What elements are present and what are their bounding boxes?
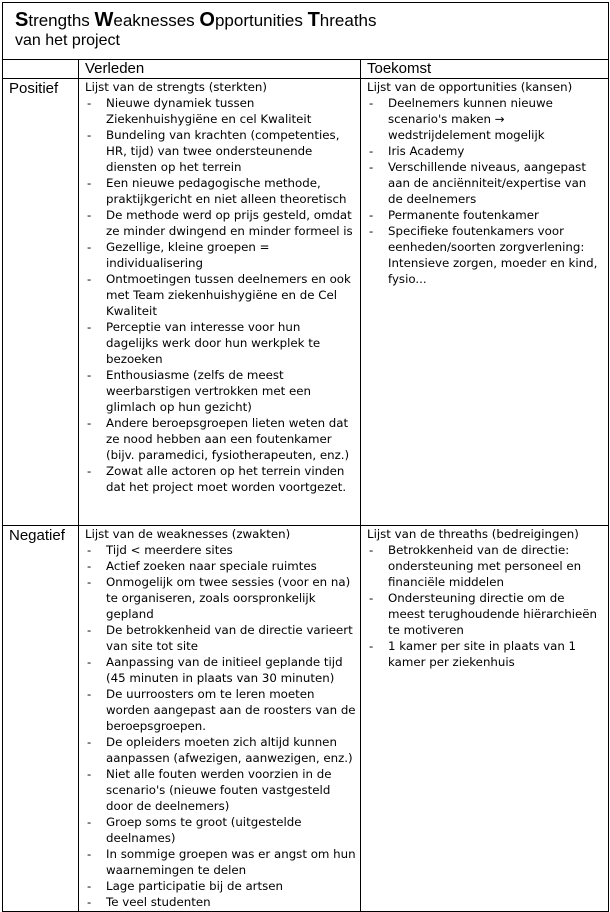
opportunities-cell [361,79,609,526]
title-word-threaths: hreaths [319,11,377,30]
strengths-cell [79,79,361,526]
column-header-row [3,60,609,79]
row-label-positive: Positief [3,79,79,526]
list-item: - Groep soms te groot (uitgestelde deelnames) [85,814,356,846]
list-item: - 1 kamer per site in plaats van 1 kamer per ziekenhuis [367,638,604,670]
list-item: - De opleiders moeten zich altijd kunnen aanpassen (afwezigen, aanwezigen, enz.) [85,734,356,766]
document-title [15,9,608,32]
title-row [3,3,609,60]
list-item: - Een nieuwe pedagogische methode, praktijkgericht en niet alleen theoretisch [85,175,356,207]
threats-list [367,542,604,670]
list-item: - Perceptie van interesse voor hun dagelijks werk door hun werkplek te bezoeken [85,319,356,367]
list-item: - Bundeling van krachten (competenties, HR, tijd) van twee ondersteunende diensten op het terrein [85,127,356,175]
list-item: - Verschillende niveaus, aangepast aan de anciënniteit/expertise van de deelnemers [367,159,604,207]
title-initial-w: W [94,9,114,31]
title-cell [3,3,609,60]
list-item: - Aanpassing van de initieel geplande tijd (45 minuten in plaats van 30 minuten) [85,654,356,686]
list-item: - Gezellige, kleine groepen = individualisering [85,239,356,271]
title-initial-s: S [15,9,29,31]
swot-table [2,2,609,912]
list-item: - Andere beroepsgroepen lieten weten dat ze nood hebben aan een foutenkamer (bijv. paramedici, fysiotherapeuten, enz.) [85,415,356,463]
title-initial-t: T [307,9,320,31]
corner-cell [3,60,79,79]
list-item: - Betrokkenheid van de directie: ondersteuning met personeel en financiële middelen [367,542,604,590]
strengths-heading: Lijst van de strengts (sterkten) [85,80,267,94]
list-item: - Zowat alle actoren op het terrein vinden dat het project moet worden voortgezet. [85,463,356,495]
list-item: - Ontmoetingen tussen deelnemers en ook met Team ziekenhuishygiëne en de Cel Kwaliteit [85,271,356,319]
list-item: - Tijd < meerdere sites [85,542,356,558]
list-item: - Iris Academy [367,143,604,159]
document-subtitle: van het project [15,32,120,49]
weaknesses-cell [79,526,361,912]
list-item: - Lage participatie bij de artsen [85,878,356,894]
list-item: - Niet alle fouten werden voorzien in de scenario's (nieuwe fouten vastgesteld door de deelnemers) [85,766,356,814]
threats-cell [361,526,609,912]
list-item: - Actief zoeken naar speciale ruimtes [85,558,356,574]
opportunities-list [367,95,604,287]
list-item: - Te veel studenten [85,894,356,910]
column-header-past: Verleden [79,60,361,79]
positive-row [3,79,609,526]
list-item: - Enthousiasme (zelfs de meest weerbarstigen vertrokken met een glimlach op hun gezicht) [85,367,356,415]
list-item: - Nieuwe dynamiek tussen Ziekenhuishygiëne en cel Kwaliteit [85,95,356,127]
list-item: - In sommige groepen was er angst om hun waarnemingen te delen [85,846,356,878]
list-item: - Permanente foutenkamer [367,207,604,223]
title-word-strengths: trengths [28,11,95,30]
weaknesses-list [85,542,356,910]
title-word-weaknesses: eaknesses [113,11,200,30]
list-item: - Specifieke foutenkamers voor eenheden/soorten zorgverlening: Intensieve zorgen, moeder en kind, fysio... [367,223,604,287]
list-item: - Ondersteuning directie om de meest terughoudende hiërarchieën te motiveren [367,590,604,638]
title-initial-o: O [199,9,215,31]
negative-row [3,526,609,912]
column-header-future: Toekomst [361,60,609,79]
strengths-list [85,95,356,495]
title-word-opportunities: pportunities [214,11,308,30]
opportunities-heading: Lijst van de opportunities (kansen) [367,80,573,94]
list-item: - Deelnemers kunnen nieuwe scenario's maken → wedstrijdelement mogelijk [367,95,604,143]
row-label-negative: Negatief [3,526,79,912]
list-item: - De methode werd op prijs gesteld, omdat ze minder dwingend en minder formeel is [85,207,356,239]
list-item: - De betrokkenheid van de directie varieert van site tot site [85,622,356,654]
list-item: - Onmogelijk om twee sessies (voor en na) te organiseren, zoals oorspronkelijk gepland [85,574,356,622]
threats-heading: Lijst van de threaths (bedreigingen) [367,527,579,541]
list-item: - De uurroosters om te leren moeten worden aangepast aan de roosters van de beroepsgroepen. [85,686,356,734]
swot-document [2,2,608,908]
weaknesses-heading: Lijst van de weaknesses (zwakten) [85,527,291,541]
